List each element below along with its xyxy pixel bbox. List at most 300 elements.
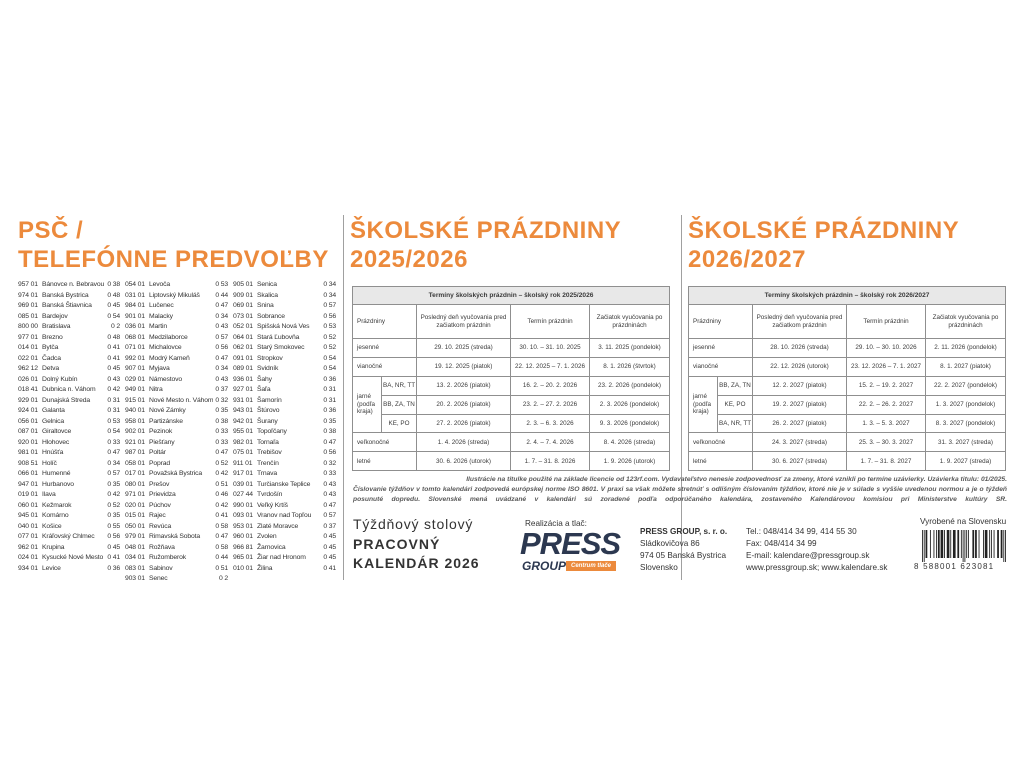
psc-row — [18, 385, 120, 396]
psc-zip: 071 01 — [125, 344, 145, 351]
psc-city: Komárno — [42, 512, 69, 519]
psc-city: Partizánske — [149, 417, 183, 425]
psc-phone-prefix: 0 58 — [215, 522, 228, 530]
psc-zip: 020 01 — [125, 501, 145, 509]
psc-phone-prefix: 0 42 — [215, 470, 228, 477]
psc-phone-prefix: 0 31 — [323, 386, 336, 393]
school-title-2026 — [688, 216, 959, 274]
psc-zip: 943 01 — [233, 407, 253, 414]
psc-row — [18, 543, 120, 554]
school-holidays-table-2026 — [688, 286, 1006, 471]
holiday-period: 1. 3. – 5. 3. 2027 — [847, 414, 926, 433]
psc-city: Banská Štiavnica — [42, 302, 92, 309]
psc-phone-prefix: 0 42 — [215, 501, 228, 509]
notes-week-numbering: Číslovanie týždňov v tomto kalendári zodpovedá európskej norme ISO 8601. V praxi sa však môžete stretnúť s odlišným číslovaním týždňov, ktoré nie je v súlade s vyššie uvedenou normou a je o týždeň posunuté dopredu. Slovenské mená uvádzané v kalendári sú zoradené podľa odporúčaného kalendára, zostaveného Kalendárovou komisiou pri Ministerstve kultúry SR. — [353, 486, 1007, 503]
psc-phone-prefix: 0 38 — [215, 417, 228, 425]
psc-city: Šaľa — [257, 386, 271, 393]
psc-row — [18, 511, 120, 522]
psc-zip: 949 01 — [125, 386, 145, 393]
psc-phone-prefix: 0 53 — [323, 323, 336, 330]
psc-city: Bratislava — [42, 323, 71, 330]
psc-zip: 969 01 — [18, 302, 38, 309]
psc-city: Kežmarok — [42, 501, 72, 509]
psc-zip: 052 01 — [233, 323, 253, 330]
psc-row — [125, 490, 228, 501]
table-row — [353, 376, 670, 395]
last-day: 20. 2. 2026 (piatok) — [417, 395, 511, 414]
psc-phone-prefix: 0 44 — [215, 554, 228, 561]
psc-phone-prefix: 0 44 — [215, 291, 228, 299]
psc-phone-prefix: 0 51 — [215, 480, 228, 488]
psc-phone-prefix: 0 42 — [107, 491, 120, 498]
psc-phone-prefix: 0 57 — [215, 333, 228, 341]
psc-city: Revúca — [149, 522, 172, 530]
legal-notes — [353, 475, 1007, 505]
psc-row — [233, 427, 336, 438]
header-period: Termín prázdnin — [511, 305, 590, 339]
psc-title-line1: PSČ / — [18, 217, 84, 244]
psc-row — [233, 553, 336, 564]
resume-day: 2. 11. 2026 (pondelok) — [926, 339, 1006, 358]
psc-phone-prefix: 0 54 — [323, 365, 336, 372]
psc-phone-prefix: 0 43 — [107, 375, 120, 383]
last-day: 1. 4. 2026 (streda) — [417, 433, 511, 452]
company-web: www.pressgroup.sk; www.kalendare.sk — [746, 563, 888, 572]
psc-row — [233, 385, 336, 396]
psc-zip: 077 01 — [18, 533, 38, 540]
press-group-logo-badge: Centrum tlače — [566, 561, 616, 571]
psc-row — [18, 301, 120, 312]
resume-day: 2. 3. 2026 (pondelok) — [590, 395, 670, 414]
psc-zip: 921 01 — [125, 438, 145, 446]
psc-row — [125, 511, 228, 522]
psc-zip: 965 01 — [233, 554, 253, 561]
holiday-name: jarné (podľa kraja) — [353, 376, 382, 433]
psc-row — [233, 511, 336, 522]
psc-row — [125, 417, 228, 428]
psc-row — [233, 375, 336, 386]
psc-zip: 089 01 — [233, 365, 253, 372]
psc-row — [233, 438, 336, 449]
psc-zip: 960 01 — [233, 533, 253, 540]
last-day: 13. 2. 2026 (piatok) — [417, 376, 511, 395]
psc-zip: 953 01 — [233, 522, 253, 530]
psc-phone-prefix: 0 57 — [323, 302, 336, 309]
psc-row — [233, 364, 336, 375]
psc-city: Trnava — [257, 470, 278, 477]
table-caption: Termíny školských prázdnin – školský rok 2025/2026 — [353, 287, 670, 305]
last-day: 22. 12. 2026 (utorok) — [753, 357, 847, 376]
holiday-period: 1. 7. – 31. 8. 2027 — [847, 452, 926, 471]
psc-city: Zlaté Moravce — [257, 522, 299, 530]
holiday-period: 1. 7. – 31. 8. 2026 — [511, 452, 590, 471]
header-last-day: Posledný deň vyučovania pred začiatkom prázdnin — [753, 305, 847, 339]
psc-city: Spišská Nová Ves — [257, 323, 310, 330]
holiday-name: letné — [353, 452, 417, 471]
psc-phone-prefix: 0 35 — [323, 417, 336, 425]
psc-row — [233, 354, 336, 365]
psc-city: Liptovský Mikuláš — [149, 291, 200, 299]
last-day: 19. 2. 2027 (piatok) — [753, 395, 847, 414]
psc-title-line2: TELEFÓNNE PREDVOĽBY — [18, 246, 329, 273]
psc-phone-prefix: 0 41 — [107, 554, 120, 561]
psc-row — [233, 448, 336, 459]
psc-zip: 064 01 — [233, 333, 253, 341]
holiday-name: jesenné — [353, 339, 417, 358]
psc-city: Kráľovský Chlmec — [42, 533, 95, 540]
psc-city: Zvolen — [257, 533, 277, 540]
psc-phone-prefix: 0 57 — [107, 470, 120, 477]
table-row — [353, 357, 670, 376]
psc-row — [18, 322, 120, 333]
psc-phone-prefix: 0 56 — [107, 533, 120, 540]
psc-zip: 075 01 — [233, 449, 253, 456]
table-row — [689, 376, 1006, 395]
psc-phone-prefix: 0 54 — [323, 354, 336, 362]
psc-city: Dunajská Streda — [42, 396, 90, 404]
psc-row — [18, 375, 120, 386]
psc-phone-prefix: 0 2 — [219, 575, 228, 582]
psc-zip: 056 01 — [18, 417, 38, 425]
last-day: 12. 2. 2027 (piatok) — [753, 376, 847, 395]
psc-zip: 915 01 — [125, 396, 145, 404]
psc-city: Bánovce n. Bebravou — [42, 281, 105, 288]
psc-zip: 040 01 — [18, 522, 38, 530]
psc-row — [125, 396, 228, 407]
psc-row — [18, 501, 120, 512]
psc-phone-prefix: 0 43 — [323, 491, 336, 498]
psc-zip: 027 44 — [233, 491, 253, 498]
resume-day: 8. 3. 2027 (pondelok) — [926, 414, 1006, 433]
psc-phone-prefix: 0 53 — [107, 417, 120, 425]
psc-zip: 029 01 — [125, 375, 145, 383]
psc-row — [233, 522, 336, 533]
psc-city: Levice — [42, 564, 61, 572]
psc-city: Poltár — [149, 449, 166, 456]
school-title-line1: ŠKOLSKÉ PRÁZDNINY — [350, 217, 622, 244]
psc-city: Bytča — [42, 344, 59, 351]
psc-city: Pezinok — [149, 428, 173, 435]
psc-row — [233, 312, 336, 323]
table-caption-row — [689, 287, 1006, 305]
psc-phone-prefix: 0 43 — [323, 480, 336, 488]
psc-zip: 902 01 — [125, 428, 145, 435]
psc-zip: 942 01 — [233, 417, 253, 425]
psc-city: Senec — [149, 575, 168, 582]
psc-zip: 073 01 — [233, 312, 253, 320]
psc-row — [233, 291, 336, 302]
psc-row — [18, 417, 120, 428]
holiday-period: 2. 4. – 7. 4. 2026 — [511, 433, 590, 452]
holiday-period: 25. 3. – 30. 3. 2027 — [847, 433, 926, 452]
psc-city: Banská Bystrica — [42, 291, 89, 299]
psc-city: Medzilaborce — [149, 333, 188, 341]
table-row — [353, 395, 670, 414]
psc-city: Bardejov — [42, 312, 68, 320]
psc-city: Svidník — [257, 365, 279, 372]
header-resume: Začiatok vyučovania po prázdninách — [590, 305, 670, 339]
company-contacts — [746, 526, 888, 574]
psc-column-2 — [125, 280, 228, 585]
psc-row — [125, 406, 228, 417]
psc-city: Prešov — [149, 480, 170, 488]
psc-zip: 958 01 — [125, 417, 145, 425]
psc-zip: 940 01 — [125, 407, 145, 414]
resume-day: 3. 11. 2025 (pondelok) — [590, 339, 670, 358]
product-line1: Týždňový stolový — [353, 516, 474, 532]
region-name: BB, ZA, TN — [718, 376, 753, 395]
made-in-label: Vyrobené na Slovensku — [920, 517, 1007, 526]
psc-zip: 014 01 — [18, 344, 38, 351]
table-row — [689, 433, 1006, 452]
psc-city: Ružomberok — [149, 554, 187, 561]
psc-row — [233, 459, 336, 470]
psc-row — [125, 543, 228, 554]
psc-phone-prefix: 0 38 — [107, 281, 120, 288]
region-name: BA, NR, TT — [382, 376, 417, 395]
psc-zip: 962 01 — [18, 543, 38, 551]
company-street: Sládkovičova 86 — [640, 539, 700, 548]
psc-phone-prefix: 0 33 — [323, 470, 336, 477]
last-day: 30. 6. 2027 (streda) — [753, 452, 847, 471]
psc-row — [125, 312, 228, 323]
psc-phone-prefix: 0 52 — [215, 459, 228, 467]
psc-zip: 917 01 — [233, 470, 253, 477]
psc-phone-prefix: 0 31 — [107, 396, 120, 404]
psc-city: Rimavská Sobota — [149, 533, 201, 540]
psc-phone-prefix: 0 32 — [323, 459, 336, 467]
psc-row — [18, 448, 120, 459]
psc-city: Brezno — [42, 333, 63, 341]
psc-zip: 977 01 — [18, 333, 38, 341]
psc-phone-prefix: 0 31 — [107, 407, 120, 414]
psc-city: Stropkov — [257, 354, 283, 362]
psc-phone-prefix: 0 47 — [107, 449, 120, 456]
psc-phone-prefix: 0 47 — [215, 302, 228, 309]
psc-row — [233, 480, 336, 491]
psc-phone-prefix: 0 33 — [215, 438, 228, 446]
psc-row — [125, 354, 228, 365]
psc-phone-prefix: 0 56 — [215, 344, 228, 351]
psc-row — [125, 333, 228, 344]
psc-zip: 984 01 — [125, 302, 145, 309]
psc-city: Gelnica — [42, 417, 64, 425]
psc-row — [18, 312, 120, 323]
psc-city: Hnúšťa — [42, 449, 64, 456]
psc-city: Žiar nad Hronom — [257, 554, 306, 561]
psc-row — [18, 406, 120, 417]
psc-row — [125, 448, 228, 459]
psc-phone-prefix: 0 35 — [107, 512, 120, 519]
psc-city: Šamorín — [257, 396, 282, 404]
psc-phone-prefix: 0 37 — [323, 522, 336, 530]
psc-zip: 924 01 — [18, 407, 38, 414]
psc-row — [125, 501, 228, 512]
psc-zip: 083 01 — [125, 564, 145, 572]
psc-phone-prefix: 0 41 — [107, 354, 120, 362]
psc-city: Košice — [42, 522, 62, 530]
psc-city: Martin — [149, 323, 167, 330]
psc-zip: 039 01 — [233, 480, 253, 488]
psc-city: Prievidza — [149, 491, 176, 498]
psc-zip: 091 01 — [233, 354, 253, 362]
holiday-name: veľkonočné — [353, 433, 417, 452]
psc-phone-prefix: 0 58 — [215, 543, 228, 551]
psc-row — [125, 532, 228, 543]
psc-row — [125, 522, 228, 533]
psc-phone-prefix: 0 56 — [323, 449, 336, 456]
psc-zip: 085 01 — [18, 312, 38, 320]
resume-day: 8. 1. 2026 (štvrtok) — [590, 357, 670, 376]
psc-phone-prefix: 0 2 — [111, 323, 120, 330]
table-row — [353, 433, 670, 452]
psc-phone-prefix: 0 34 — [215, 365, 228, 372]
psc-phone-prefix: 0 34 — [323, 291, 336, 299]
psc-zip: 062 01 — [233, 344, 253, 351]
psc-city: Štúrovo — [257, 407, 280, 414]
psc-zip: 905 01 — [233, 281, 253, 288]
psc-city: Sobrance — [257, 312, 285, 320]
psc-phone-prefix: 0 33 — [107, 438, 120, 446]
psc-row — [125, 343, 228, 354]
psc-phone-prefix: 0 54 — [107, 312, 120, 320]
company-email: E-mail: kalendare@pressgroup.sk — [746, 551, 870, 560]
psc-zip: 934 01 — [18, 564, 38, 572]
psc-row — [125, 385, 228, 396]
holiday-name: veľkonočné — [689, 433, 753, 452]
psc-zip: 069 01 — [233, 302, 253, 309]
psc-phone-prefix: 0 52 — [323, 333, 336, 341]
psc-phone-prefix: 0 36 — [323, 407, 336, 414]
resume-day: 8. 1. 2027 (piatok) — [926, 357, 1006, 376]
psc-zip: 931 01 — [233, 396, 253, 404]
psc-phone-prefix: 0 41 — [215, 512, 228, 519]
psc-city: Tornaľa — [257, 438, 279, 446]
psc-row — [18, 427, 120, 438]
psc-row — [18, 532, 120, 543]
resume-day: 22. 2. 2027 (pondelok) — [926, 376, 1006, 395]
psc-zip: 947 01 — [18, 480, 38, 488]
psc-phone-prefix: 0 37 — [215, 386, 228, 393]
psc-city: Púchov — [149, 501, 171, 509]
psc-row — [233, 396, 336, 407]
psc-phone-prefix: 0 57 — [323, 512, 336, 519]
psc-row — [18, 291, 120, 302]
table-row — [689, 395, 1006, 414]
psc-zip: 048 01 — [125, 543, 145, 551]
resume-day: 1. 3. 2027 (pondelok) — [926, 395, 1006, 414]
psc-zip: 080 01 — [125, 480, 145, 488]
psc-city: Snina — [257, 302, 274, 309]
psc-phone-prefix: 0 42 — [107, 386, 120, 393]
psc-row — [125, 364, 228, 375]
psc-row — [125, 553, 228, 564]
psc-zip: 990 01 — [233, 501, 253, 509]
psc-city: Šurany — [257, 417, 278, 425]
resume-day: 9. 3. 2026 (pondelok) — [590, 414, 670, 433]
psc-city: Topoľčany — [257, 428, 287, 435]
psc-row — [233, 333, 336, 344]
psc-column-3 — [233, 280, 336, 574]
header-holidays: Prázdniny — [689, 305, 753, 339]
psc-phone-prefix: 0 52 — [323, 344, 336, 351]
product-name — [353, 515, 480, 574]
barcode-bars — [922, 530, 1006, 562]
psc-row — [125, 375, 228, 386]
psc-city: Poprad — [149, 459, 171, 467]
psc-row — [18, 354, 120, 365]
holiday-period: 2. 3. – 6. 3. 2026 — [511, 414, 590, 433]
psc-phone-prefix: 0 47 — [323, 438, 336, 446]
psc-city: Detva — [42, 365, 60, 372]
psc-row — [233, 564, 336, 575]
psc-phone-prefix: 0 45 — [107, 302, 120, 309]
last-day: 24. 3. 2027 (streda) — [753, 433, 847, 452]
psc-zip: 966 81 — [233, 543, 253, 551]
psc-city: Námestovo — [149, 375, 183, 383]
psc-zip: 068 01 — [125, 333, 145, 341]
school-holidays-table-2025 — [352, 286, 670, 471]
holiday-period: 15. 2. – 19. 2. 2027 — [847, 376, 926, 395]
psc-row — [18, 438, 120, 449]
psc-row — [18, 280, 120, 291]
psc-row — [125, 427, 228, 438]
psc-city: Tvrdošín — [257, 491, 283, 498]
psc-city: Modrý Kameň — [149, 354, 190, 362]
psc-row — [18, 553, 120, 564]
psc-city: Veľký Krtíš — [257, 501, 288, 509]
table-header-row — [353, 305, 670, 339]
psc-row — [125, 564, 228, 575]
psc-zip: 093 01 — [233, 512, 253, 519]
psc-row — [18, 490, 120, 501]
psc-zip: 971 01 — [125, 491, 145, 498]
psc-city: Kysucké Nové Mesto — [42, 554, 104, 561]
region-name: BB, ZA, TN — [382, 395, 417, 414]
psc-city: Hurbanovo — [42, 480, 74, 488]
psc-phone-prefix: 0 47 — [323, 501, 336, 509]
psc-row — [125, 280, 228, 291]
psc-city: Galanta — [42, 407, 65, 414]
psc-zip: 034 01 — [125, 554, 145, 561]
psc-phone-prefix: 0 47 — [215, 354, 228, 362]
psc-zip: 026 01 — [18, 375, 38, 383]
psc-zip: 901 01 — [125, 312, 145, 320]
psc-zip: 060 01 — [18, 501, 38, 509]
psc-city: Senica — [257, 281, 277, 288]
last-day: 27. 2. 2026 (piatok) — [417, 414, 511, 433]
psc-city: Starý Smokovec — [257, 344, 305, 351]
psc-city: Považská Bystrica — [149, 470, 202, 477]
header-last-day: Posledný deň vyučovania pred začiatkom prázdnin — [417, 305, 511, 339]
company-city: 974 05 Banská Bystrica — [640, 551, 727, 560]
psc-phone-prefix: 0 48 — [107, 291, 120, 299]
last-day: 29. 10. 2025 (streda) — [417, 339, 511, 358]
printer-label: Realizácia a tlač: — [525, 519, 587, 528]
psc-zip: 911 01 — [233, 459, 253, 467]
psc-zip: 050 01 — [125, 522, 145, 530]
psc-row — [125, 322, 228, 333]
psc-city: Turčianske Teplice — [257, 480, 311, 488]
psc-row — [18, 364, 120, 375]
last-day: 19. 12. 2025 (piatok) — [417, 357, 511, 376]
psc-zip: 908 51 — [18, 459, 38, 467]
psc-city: Nové Zámky — [149, 407, 186, 414]
psc-city: Humenné — [42, 470, 71, 477]
psc-row — [125, 469, 228, 480]
psc-phone-prefix: 0 36 — [107, 564, 120, 572]
last-day: 28. 10. 2026 (streda) — [753, 339, 847, 358]
